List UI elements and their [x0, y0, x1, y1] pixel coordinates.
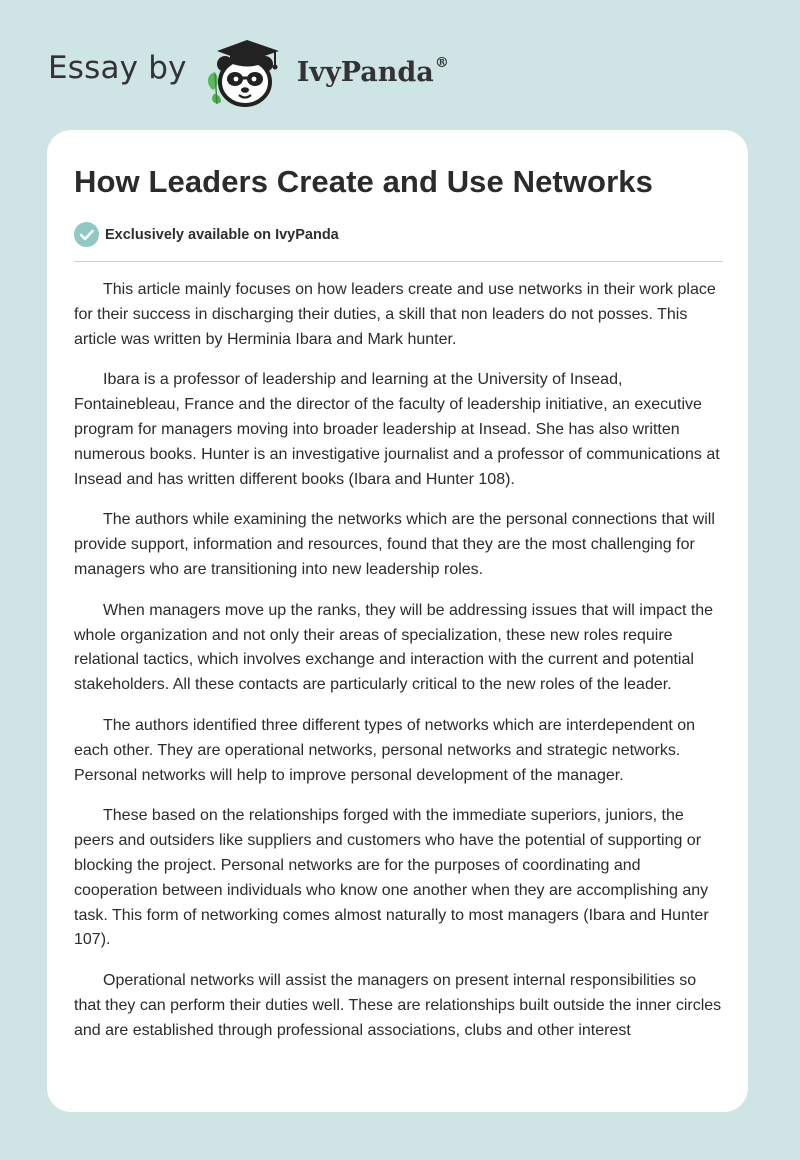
paragraph: Operational networks will assist the managers on present internal responsibilities so that they can perform their duties well. These are relationships built outside the inner circles and are established through professional associations, clubs and other interest	[74, 972, 722, 1039]
exclusive-badge	[74, 222, 339, 247]
brand-name-text: IvyPanda	[296, 56, 434, 88]
paragraph: When managers move up the ranks, they will be addressing issues that will impact the whole organization and not only their areas of specialization, these new roles require relational tactics, which involves exchange and interaction with the current and potential stakeholders. All these contacts are particularly critical to the new roles of the leader.	[74, 601, 714, 694]
registered-mark: ®	[434, 54, 449, 71]
brand-header	[48, 34, 449, 110]
essay-body	[74, 278, 726, 1060]
brand-prefix: Essay by	[48, 50, 187, 86]
paragraph: These based on the relationships forged with the immediate superiors, juniors, the peers and outsiders like suppliers and customers who have the potential of supporting or blocking the project. Personal networks are for the purposes of coordinating and cooperation between individuals who know one another when they are accomplishing any task. This form of networking comes almost naturally to most managers (Ibara and Hunter 107).	[74, 807, 709, 949]
panda-logo-icon	[203, 34, 295, 110]
divider	[74, 261, 723, 262]
paragraph: Ibara is a professor of leadership and learning at the University of Insead, Fontainebleau, France and the director of the faculty of leadership initiative, an executive program for managers moving into broader leadership at Insead. She has also written numerous books. Hunter is an investigative journalist and a professor of communications at Insead and has written different books (Ibara and Hunter 108).	[74, 371, 720, 488]
paragraph: The authors while examining the networks which are the personal connections that will provide support, information and resources, found that they are the most challenging for managers who are transitioning into new leadership roles.	[74, 511, 715, 578]
badge-text: Exclusively available on IvyPanda	[105, 226, 339, 243]
paragraph: This article mainly focuses on how leaders create and use networks in their work place for their success in discharging their duties, a skill that non leaders do not posses. This article was written by Herminia Ibara and Mark hunter.	[74, 281, 716, 348]
check-circle-icon	[74, 222, 99, 247]
paragraph: The authors identified three different types of networks which are interdependent on each other. They are operational networks, personal networks and strategic networks. Personal networks will help to improve personal development of the manager.	[74, 716, 696, 784]
brand-name	[296, 54, 449, 88]
essay-card	[47, 130, 748, 1112]
page-title: How Leaders Create and Use Networks	[74, 164, 653, 199]
